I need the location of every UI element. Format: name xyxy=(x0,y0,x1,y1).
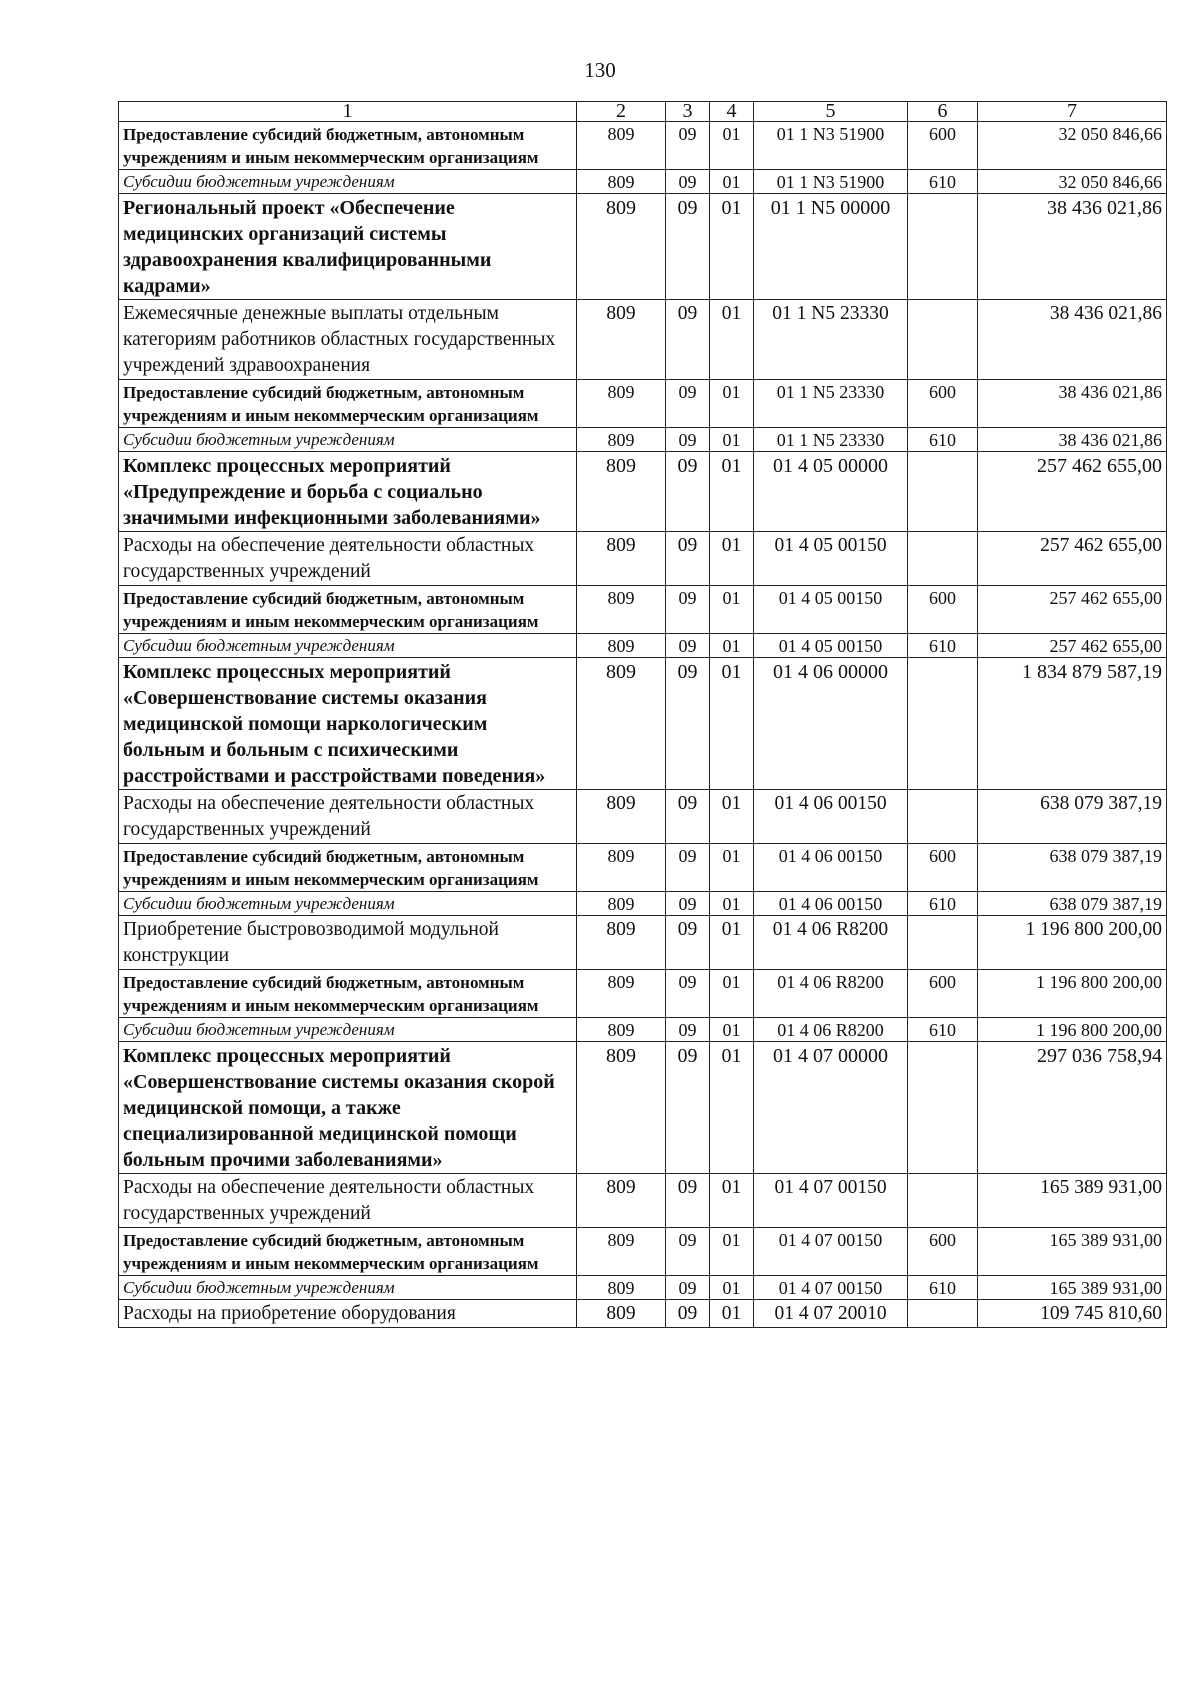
cell-target-article: 01 1 N3 51900 xyxy=(754,170,908,194)
cell-grbs: 809 xyxy=(577,428,666,452)
cell-section: 09 xyxy=(666,634,710,658)
cell-subsection: 01 xyxy=(710,916,754,970)
cell-subsection: 01 xyxy=(710,1276,754,1300)
cell-amount: 1 196 800 200,00 xyxy=(978,916,1167,970)
cell-expense-type: 610 xyxy=(908,1276,978,1300)
cell-name: Субсидии бюджетным учреждениям xyxy=(119,892,577,916)
cell-amount: 165 389 931,00 xyxy=(978,1228,1167,1276)
column-header: 3 xyxy=(666,102,710,122)
cell-name: Комплекс процессных мероприятий «Совершенствование системы оказания скорой медицинской помощи, а также специализированной медицинской помощи больным прочими заболеваниями» xyxy=(119,1042,577,1174)
column-header: 6 xyxy=(908,102,978,122)
cell-grbs: 809 xyxy=(577,1018,666,1042)
page-number: 130 xyxy=(584,58,616,82)
cell-name: Расходы на обеспечение деятельности областных государственных учреждений xyxy=(119,790,577,844)
cell-section: 09 xyxy=(666,428,710,452)
cell-amount: 38 436 021,86 xyxy=(978,380,1167,428)
cell-target-article: 01 4 07 00150 xyxy=(754,1276,908,1300)
cell-expense-type: 600 xyxy=(908,970,978,1018)
cell-name: Субсидии бюджетным учреждениям xyxy=(119,1018,577,1042)
cell-name: Субсидии бюджетным учреждениям xyxy=(119,634,577,658)
cell-expense-type xyxy=(908,790,978,844)
cell-amount: 38 436 021,86 xyxy=(978,194,1167,300)
cell-section: 09 xyxy=(666,380,710,428)
cell-subsection: 01 xyxy=(710,790,754,844)
cell-target-article: 01 4 07 20010 xyxy=(754,1300,908,1328)
header-row xyxy=(119,102,1167,122)
cell-grbs: 809 xyxy=(577,532,666,586)
cell-subsection: 01 xyxy=(710,892,754,916)
cell-expense-type xyxy=(908,532,978,586)
cell-expense-type: 610 xyxy=(908,428,978,452)
cell-name: Приобретение быстровозводимой модульной конструкции xyxy=(119,916,577,970)
cell-name: Субсидии бюджетным учреждениям xyxy=(119,428,577,452)
column-header: 1 xyxy=(119,102,577,122)
cell-target-article: 01 1 N5 23330 xyxy=(754,380,908,428)
cell-section: 09 xyxy=(666,586,710,634)
cell-amount: 1 834 879 587,19 xyxy=(978,658,1167,790)
cell-grbs: 809 xyxy=(577,1276,666,1300)
cell-amount: 638 079 387,19 xyxy=(978,790,1167,844)
table-row xyxy=(119,300,1167,380)
cell-grbs: 809 xyxy=(577,1300,666,1328)
cell-name: Региональный проект «Обеспечение медицинских организаций системы здравоохранения квалифицированными кадрами» xyxy=(119,194,577,300)
cell-expense-type: 610 xyxy=(908,1018,978,1042)
table-row xyxy=(119,1174,1167,1228)
cell-subsection: 01 xyxy=(710,194,754,300)
cell-section: 09 xyxy=(666,1018,710,1042)
cell-grbs: 809 xyxy=(577,634,666,658)
budget-table xyxy=(118,101,1167,1328)
cell-section: 09 xyxy=(666,1300,710,1328)
cell-target-article: 01 4 05 00150 xyxy=(754,532,908,586)
cell-subsection: 01 xyxy=(710,634,754,658)
cell-expense-type: 600 xyxy=(908,586,978,634)
cell-name: Расходы на приобретение оборудования xyxy=(119,1300,577,1328)
cell-target-article: 01 4 06 00000 xyxy=(754,658,908,790)
cell-grbs: 809 xyxy=(577,170,666,194)
cell-target-article: 01 4 06 00150 xyxy=(754,844,908,892)
cell-expense-type xyxy=(908,916,978,970)
cell-grbs: 809 xyxy=(577,586,666,634)
cell-subsection: 01 xyxy=(710,1042,754,1174)
cell-amount: 257 462 655,00 xyxy=(978,634,1167,658)
cell-target-article: 01 1 N5 23330 xyxy=(754,300,908,380)
cell-target-article: 01 4 07 00150 xyxy=(754,1174,908,1228)
cell-name: Предоставление субсидий бюджетным, автономным учреждениям и иным некоммерческим организациям xyxy=(119,586,577,634)
cell-amount: 109 745 810,60 xyxy=(978,1300,1167,1328)
cell-expense-type: 610 xyxy=(908,892,978,916)
cell-amount: 257 462 655,00 xyxy=(978,452,1167,532)
table-row xyxy=(119,452,1167,532)
cell-section: 09 xyxy=(666,1174,710,1228)
cell-target-article: 01 4 06 R8200 xyxy=(754,916,908,970)
column-header: 4 xyxy=(710,102,754,122)
cell-amount: 257 462 655,00 xyxy=(978,586,1167,634)
column-header: 5 xyxy=(754,102,908,122)
table-row xyxy=(119,634,1167,658)
table-row xyxy=(119,1228,1167,1276)
cell-expense-type xyxy=(908,1174,978,1228)
cell-section: 09 xyxy=(666,970,710,1018)
cell-section: 09 xyxy=(666,122,710,170)
cell-name: Субсидии бюджетным учреждениям xyxy=(119,170,577,194)
cell-subsection: 01 xyxy=(710,1228,754,1276)
cell-expense-type xyxy=(908,300,978,380)
table-row xyxy=(119,194,1167,300)
cell-name: Расходы на обеспечение деятельности областных государственных учреждений xyxy=(119,532,577,586)
cell-subsection: 01 xyxy=(710,586,754,634)
cell-name: Субсидии бюджетным учреждениям xyxy=(119,1276,577,1300)
cell-name: Предоставление субсидий бюджетным, автономным учреждениям и иным некоммерческим организациям xyxy=(119,970,577,1018)
cell-grbs: 809 xyxy=(577,122,666,170)
cell-grbs: 809 xyxy=(577,892,666,916)
table-row xyxy=(119,844,1167,892)
cell-amount: 38 436 021,86 xyxy=(978,300,1167,380)
cell-section: 09 xyxy=(666,194,710,300)
table-row xyxy=(119,586,1167,634)
cell-grbs: 809 xyxy=(577,844,666,892)
cell-name: Предоставление субсидий бюджетным, автономным учреждениям и иным некоммерческим организациям xyxy=(119,380,577,428)
cell-target-article: 01 1 N3 51900 xyxy=(754,122,908,170)
cell-subsection: 01 xyxy=(710,1174,754,1228)
cell-amount: 1 196 800 200,00 xyxy=(978,970,1167,1018)
cell-target-article: 01 1 N5 23330 xyxy=(754,428,908,452)
cell-grbs: 809 xyxy=(577,194,666,300)
cell-amount: 165 389 931,00 xyxy=(978,1174,1167,1228)
cell-section: 09 xyxy=(666,916,710,970)
table-body xyxy=(119,122,1167,1328)
cell-section: 09 xyxy=(666,532,710,586)
cell-amount: 297 036 758,94 xyxy=(978,1042,1167,1174)
cell-grbs: 809 xyxy=(577,916,666,970)
cell-name: Предоставление субсидий бюджетным, автономным учреждениям и иным некоммерческим организациям xyxy=(119,1228,577,1276)
table-row xyxy=(119,532,1167,586)
cell-target-article: 01 4 07 00000 xyxy=(754,1042,908,1174)
cell-subsection: 01 xyxy=(710,122,754,170)
cell-target-article: 01 4 06 R8200 xyxy=(754,1018,908,1042)
cell-amount: 257 462 655,00 xyxy=(978,532,1167,586)
cell-subsection: 01 xyxy=(710,452,754,532)
cell-name: Ежемесячные денежные выплаты отдельным категориям работников областных государственных учреждений здравоохранения xyxy=(119,300,577,380)
cell-grbs: 809 xyxy=(577,1174,666,1228)
cell-grbs: 809 xyxy=(577,1042,666,1174)
cell-target-article: 01 4 05 00150 xyxy=(754,586,908,634)
cell-amount: 1 196 800 200,00 xyxy=(978,1018,1167,1042)
cell-expense-type: 600 xyxy=(908,122,978,170)
table-row xyxy=(119,1276,1167,1300)
cell-name: Расходы на обеспечение деятельности областных государственных учреждений xyxy=(119,1174,577,1228)
cell-subsection: 01 xyxy=(710,844,754,892)
cell-expense-type xyxy=(908,1300,978,1328)
cell-name: Предоставление субсидий бюджетным, автономным учреждениям и иным некоммерческим организациям xyxy=(119,122,577,170)
column-header: 7 xyxy=(978,102,1167,122)
cell-target-article: 01 4 05 00150 xyxy=(754,634,908,658)
cell-expense-type xyxy=(908,658,978,790)
cell-target-article: 01 1 N5 00000 xyxy=(754,194,908,300)
cell-section: 09 xyxy=(666,1228,710,1276)
table-row xyxy=(119,892,1167,916)
table-row xyxy=(119,1042,1167,1174)
cell-section: 09 xyxy=(666,170,710,194)
cell-name: Комплекс процессных мероприятий «Предупреждение и борьба с социально значимыми инфекционными заболеваниями» xyxy=(119,452,577,532)
cell-name: Предоставление субсидий бюджетным, автономным учреждениям и иным некоммерческим организациям xyxy=(119,844,577,892)
cell-name: Комплекс процессных мероприятий «Совершенствование системы оказания медицинской помощи наркологическим больным и больным с психическими расстройствами и расстройствами поведения» xyxy=(119,658,577,790)
cell-subsection: 01 xyxy=(710,300,754,380)
cell-section: 09 xyxy=(666,844,710,892)
cell-section: 09 xyxy=(666,790,710,844)
cell-section: 09 xyxy=(666,1276,710,1300)
cell-section: 09 xyxy=(666,892,710,916)
cell-grbs: 809 xyxy=(577,452,666,532)
cell-expense-type: 600 xyxy=(908,1228,978,1276)
cell-expense-type xyxy=(908,1042,978,1174)
cell-amount: 38 436 021,86 xyxy=(978,428,1167,452)
cell-subsection: 01 xyxy=(710,1300,754,1328)
cell-expense-type: 610 xyxy=(908,170,978,194)
cell-subsection: 01 xyxy=(710,658,754,790)
cell-section: 09 xyxy=(666,658,710,790)
table-row xyxy=(119,916,1167,970)
cell-target-article: 01 4 06 00150 xyxy=(754,790,908,844)
cell-subsection: 01 xyxy=(710,380,754,428)
cell-amount: 638 079 387,19 xyxy=(978,892,1167,916)
cell-subsection: 01 xyxy=(710,428,754,452)
cell-target-article: 01 4 07 00150 xyxy=(754,1228,908,1276)
table-row xyxy=(119,170,1167,194)
cell-subsection: 01 xyxy=(710,170,754,194)
cell-target-article: 01 4 06 R8200 xyxy=(754,970,908,1018)
cell-grbs: 809 xyxy=(577,970,666,1018)
cell-subsection: 01 xyxy=(710,1018,754,1042)
cell-grbs: 809 xyxy=(577,380,666,428)
cell-subsection: 01 xyxy=(710,532,754,586)
cell-expense-type: 610 xyxy=(908,634,978,658)
table-row xyxy=(119,970,1167,1018)
column-header: 2 xyxy=(577,102,666,122)
table-row xyxy=(119,1300,1167,1328)
cell-section: 09 xyxy=(666,300,710,380)
cell-expense-type xyxy=(908,452,978,532)
table-row xyxy=(119,122,1167,170)
cell-amount: 638 079 387,19 xyxy=(978,844,1167,892)
cell-expense-type: 600 xyxy=(908,844,978,892)
cell-grbs: 809 xyxy=(577,658,666,790)
table-row xyxy=(119,790,1167,844)
cell-target-article: 01 4 05 00000 xyxy=(754,452,908,532)
table-row xyxy=(119,380,1167,428)
cell-subsection: 01 xyxy=(710,970,754,1018)
table-row xyxy=(119,428,1167,452)
cell-section: 09 xyxy=(666,1042,710,1174)
cell-grbs: 809 xyxy=(577,1228,666,1276)
cell-amount: 32 050 846,66 xyxy=(978,170,1167,194)
cell-expense-type: 600 xyxy=(908,380,978,428)
table-row xyxy=(119,1018,1167,1042)
cell-section: 09 xyxy=(666,452,710,532)
cell-target-article: 01 4 06 00150 xyxy=(754,892,908,916)
cell-amount: 165 389 931,00 xyxy=(978,1276,1167,1300)
cell-grbs: 809 xyxy=(577,790,666,844)
table-row xyxy=(119,658,1167,790)
cell-amount: 32 050 846,66 xyxy=(978,122,1167,170)
cell-grbs: 809 xyxy=(577,300,666,380)
cell-expense-type xyxy=(908,194,978,300)
